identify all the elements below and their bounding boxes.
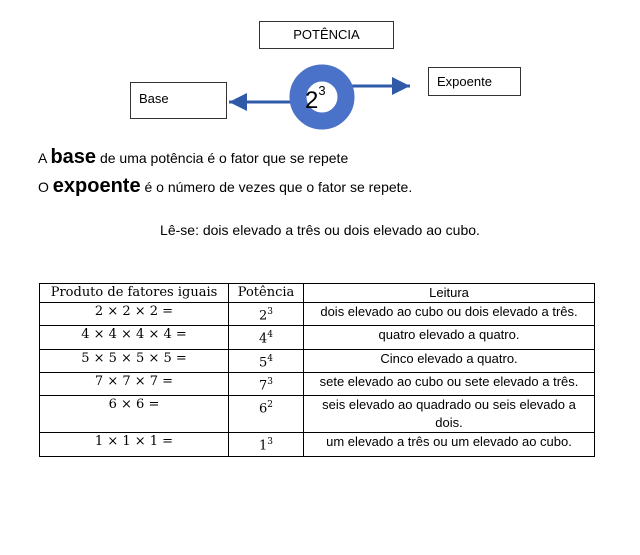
power-cell [229,303,304,326]
power-base: 7 [258,378,268,394]
definition-expoente [38,175,412,198]
power-exponent: 3 [267,307,273,317]
reading-cell: Cinco elevado a quatro. [304,349,595,372]
power-symbol [305,80,326,116]
table-row [40,349,595,372]
product-cell: 7 × 7 × 7 = [40,372,229,395]
power-cell [229,326,304,349]
power-diagram [0,0,640,150]
def2-prefix: O [38,179,53,195]
power-exponent: 2 [267,400,273,411]
power-cell [229,372,304,395]
reading-sentence: Lê-se: dois elevado a três ou dois elevado ao cubo. [160,222,480,238]
table-row [40,396,595,433]
power-exponent: 3 [267,437,273,448]
table-row [40,372,595,395]
expoente-box: Expoente [428,67,521,96]
power-base: 1 [258,438,268,454]
reading-cell: sete elevado ao cubo ou sete elevado a três. [304,372,595,395]
definition-base [38,146,348,169]
reading-cell: quatro elevado a quatro. [304,326,595,349]
power-base: 5 [258,354,268,370]
power-base: 2 [305,87,319,114]
power-cell [229,433,304,456]
product-cell: 6 × 6 = [40,396,229,433]
product-cell: 5 × 5 × 5 × 5 = [40,349,229,372]
table-row [40,303,595,326]
reading-cell: um elevado a três ou um elevado ao cubo. [304,433,595,456]
power-base: 2 [258,308,268,324]
power-cell [229,349,304,372]
def1-rest: de uma potência é o fator que se repete [96,150,349,166]
def1-prefix: A [38,150,51,166]
header-product: Produto de fatores iguais [40,284,229,303]
power-exponent: 4 [267,330,273,341]
powers-table [39,283,595,457]
reading-cell: dois elevado ao cubo ou dois elevado a três. [304,303,595,326]
power-cell [229,396,304,433]
power-exponent: 4 [267,353,273,364]
product-cell: 1 × 1 × 1 = [40,433,229,456]
product-cell: 4 × 4 × 4 × 4 = [40,326,229,349]
reading-cell: seis elevado ao quadrado ou seis elevado a dois. [304,396,595,433]
power-exponent: 3 [267,376,273,387]
table-header-row [40,284,595,303]
def1-keyword: base [50,146,97,168]
power-base: 4 [258,331,268,347]
power-base: 6 [258,401,268,417]
table-row [40,326,595,349]
def2-keyword: expoente [52,175,141,197]
table-row [40,433,595,456]
header-power: Potência [229,284,304,303]
power-exponent: 3 [318,83,326,98]
header-reading: Leitura [304,284,595,303]
base-box: Base [130,82,227,119]
title-box: POTÊNCIA [259,21,394,49]
def2-rest: é o número de vezes que o fator se repete. [140,179,413,195]
product-cell: 2 × 2 × 2 = [40,303,229,326]
